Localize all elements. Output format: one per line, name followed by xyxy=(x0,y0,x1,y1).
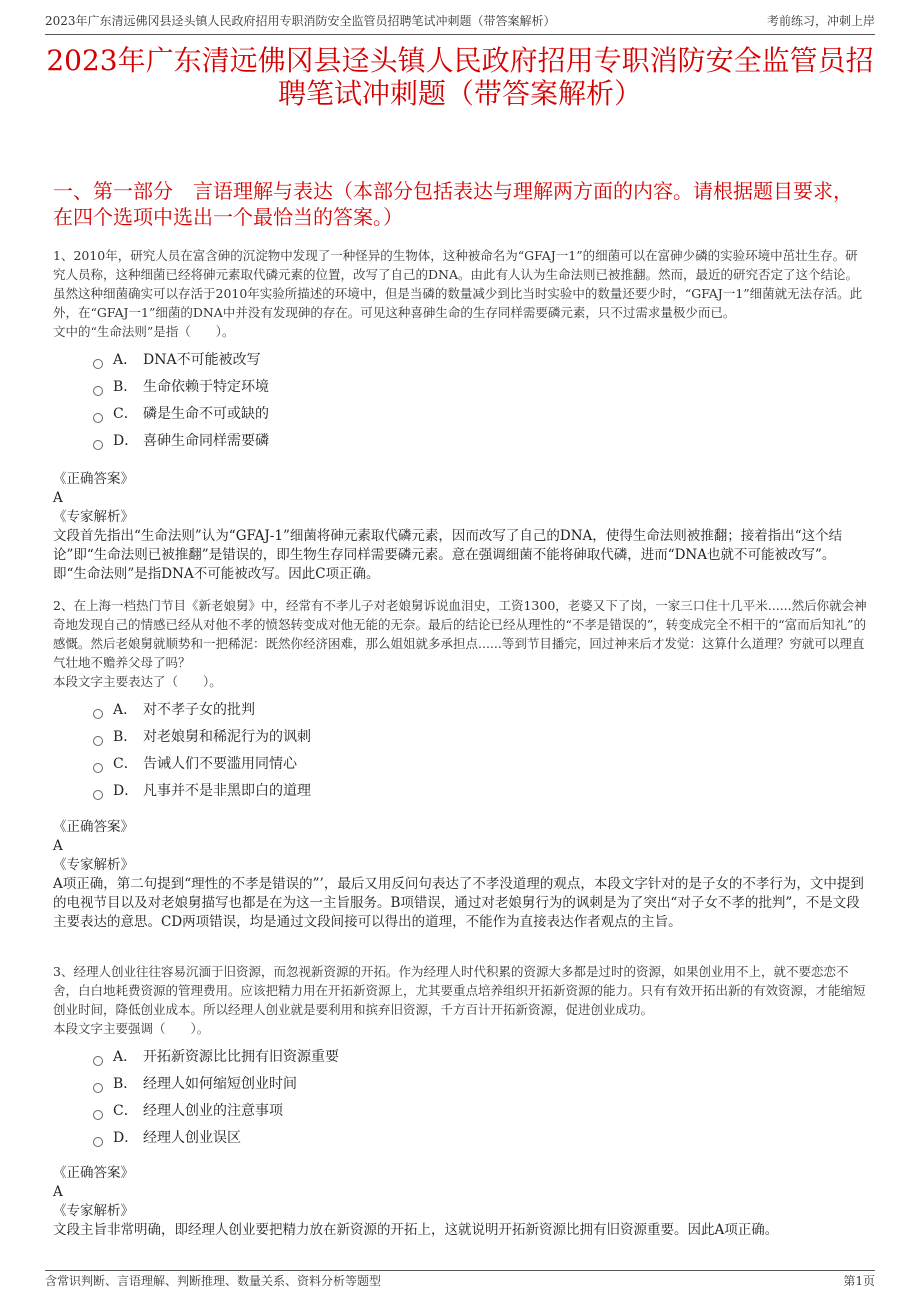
page-title: 2023年广东清远佛冈县迳头镇人民政府招用专职消防安全监管员招聘笔试冲刺题（带答案解析） xyxy=(46,44,874,110)
header-slogan: 考前练习，冲刺上岸 xyxy=(766,14,875,28)
option-b[interactable]: B． 经理人如何缩短创业时间 xyxy=(93,1071,868,1098)
question-stem: 2、在上海一档热门节目《新老娘舅》中，经常有不孝儿子对老娘舅诉说血泪史，工资1300，老婆又下了岗，一家三口住十几平米......然后你就会神奇地发现自己的情感已经从对他不孝的愤怒转变成对他无能的无奈。最后的结论已经从理性的“不孝是错误的”，转变成完全不相干的“富而后知礼”的感慨。然后老娘舅就顺势和一把稀泥：既然你经济困难，那么姐姐就多承担点......等到节目播完，回过神来后才发觉：这算什么道理？穷就可以理直气壮地不赡养父母了吗？ xyxy=(53,598,867,670)
option-d[interactable]: D． 喜砷生命同样需要磷 xyxy=(93,428,868,455)
analysis-text: 文段主旨非常明确，即经理人创业要把精力放在新资源的开拓上，这就说明开拓新资源比拥有旧资源重要。因此A项正确。 xyxy=(53,1222,779,1238)
option-list xyxy=(93,697,868,805)
radio-icon[interactable] xyxy=(93,1083,103,1093)
question-prompt: 本段文字主要强调（ ）。 xyxy=(53,1021,210,1036)
question-3 xyxy=(53,962,868,1152)
footer-topics: 含常识判断、言语理解、判断推理、数量关系、资料分析等题型 xyxy=(45,1274,382,1288)
option-a[interactable]: A． 对不孝子女的批判 xyxy=(93,697,868,724)
option-a[interactable]: A． 开拓新资源比比拥有旧资源重要 xyxy=(93,1044,868,1071)
question-stem: 1、2010年，研究人员在富含砷的沉淀物中发现了一种怪异的生物体，这种被命名为“GFAJ一1”的细菌可以在富砷少磷的实验环境中茁壮生存。研究人员称，这种细菌已经将砷元素取代磷元素的位置，改写了自己的DNA。由此有人认为生命法则已被推翻。然而，最近的研究否定了这个结论。虽然这种细菌确实可以存活于2010年实验所描述的环境中，但是当磷的数量减少到比当时实验中的数量还要少时，“GFAJ一1”细菌就无法存活。此外，在“GFAJ一1”细菌的DNA中并没有发现砷的存在。可见这种喜砷生命的生存同样需要磷元素，只不过需求量极少而已。 xyxy=(53,248,863,320)
radio-icon[interactable] xyxy=(93,1056,103,1066)
answer-value: A xyxy=(53,838,63,854)
option-c[interactable]: C． 经理人创业的注意事项 xyxy=(93,1098,868,1125)
radio-icon[interactable] xyxy=(93,1137,103,1147)
radio-icon[interactable] xyxy=(93,790,103,800)
answer-block-3 xyxy=(53,1164,868,1240)
section-heading: 一、第一部分 言语理解与表达（本部分包括表达与理解两方面的内容。请根据题目要求，在四个选项中选出一个最恰当的答案。） xyxy=(53,179,853,229)
radio-icon[interactable] xyxy=(93,386,103,396)
question-prompt: 文中的“生命法则”是指（ ）。 xyxy=(53,324,235,339)
page-footer xyxy=(45,1270,875,1289)
analysis-label: 《专家解析》 xyxy=(53,857,134,873)
analysis-label: 《专家解析》 xyxy=(53,1203,134,1219)
answer-label: 《正确答案》 xyxy=(53,471,134,487)
question-2 xyxy=(53,596,868,805)
option-list xyxy=(93,347,868,455)
option-a[interactable]: A． DNA不可能被改写 xyxy=(93,347,868,374)
answer-block-1 xyxy=(53,470,868,584)
option-b[interactable]: B． 生命依赖于特定环境 xyxy=(93,374,868,401)
answer-label: 《正确答案》 xyxy=(53,1165,134,1181)
question-stem: 3、经理人创业往往容易沉湎于旧资源，而忽视新资源的开拓。作为经理人时代积累的资源大多都是过时的资源，如果创业用不上，就不要恋恋不舍，白白地耗费资源的管理费用。应该把精力用在开拓新资源上，尤其要重点培养组织开拓新资源的能力。只有有效开拓出新的有效资源，才能缩短创业时间，降低创业成本。所以经理人创业就是要利用和摈弃旧资源，千方百计开拓新资源，促进创业成功。 xyxy=(53,964,866,1017)
radio-icon[interactable] xyxy=(93,763,103,773)
option-d[interactable]: D． 凡事并不是非黑即白的道理 xyxy=(93,778,868,805)
radio-icon[interactable] xyxy=(93,709,103,719)
radio-icon[interactable] xyxy=(93,359,103,369)
option-b[interactable]: B． 对老娘舅和稀泥行为的讽刺 xyxy=(93,724,868,751)
radio-icon[interactable] xyxy=(93,440,103,450)
answer-label: 《正确答案》 xyxy=(53,819,134,835)
analysis-label: 《专家解析》 xyxy=(53,509,134,525)
analysis-text: A项正确，第二句提到“理性的不孝是错误的”’，最后又用反问句表达了不孝没道理的观点，本段文字针对的是子女的不孝行为，文中提到的电视节目以及对老娘舅描写也都是在为这一主旨服务。B项错误，通过对老娘舅行为的讽刺是为了突出“对子女不孝的批判”，不是文段主要表达的意思。CD两项错误，均是通过文段间接可以得出的道理，不能作为直接表达作者观点的主旨。 xyxy=(53,876,864,930)
answer-value: A xyxy=(53,490,63,506)
question-1 xyxy=(53,246,868,455)
question-prompt: 本段文字主要表达了（ ）。 xyxy=(53,674,222,689)
radio-icon[interactable] xyxy=(93,1110,103,1120)
page-header xyxy=(45,12,875,35)
analysis-text: 文段首先指出“生命法则”认为“GFAJ-1”细菌将砷元素取代磷元素，因而改写了自己的DNA，使得生命法则被推翻；接着指出“这个结论”即“生命法则已被推翻”是错误的，即生物生存同样需要磷元素。意在强调细菌不能将砷取代磷，进而“DNA也就不可能被改写”。即“生命法则”是指DNA不可能被改写。因此C项正确。 xyxy=(53,528,843,582)
answer-block-2 xyxy=(53,818,868,932)
radio-icon[interactable] xyxy=(93,413,103,423)
answer-value: A xyxy=(53,1184,63,1200)
page-number: 第1页 xyxy=(843,1274,875,1288)
header-doc-title: 2023年广东清远佛冈县迳头镇人民政府招用专职消防安全监管员招聘笔试冲刺题（带答案解析） xyxy=(45,14,556,28)
option-c[interactable]: C． 告诫人们不要滥用同情心 xyxy=(93,751,868,778)
option-c[interactable]: C． 磷是生命不可或缺的 xyxy=(93,401,868,428)
radio-icon[interactable] xyxy=(93,736,103,746)
option-d[interactable]: D． 经理人创业误区 xyxy=(93,1125,868,1152)
option-list xyxy=(93,1044,868,1152)
